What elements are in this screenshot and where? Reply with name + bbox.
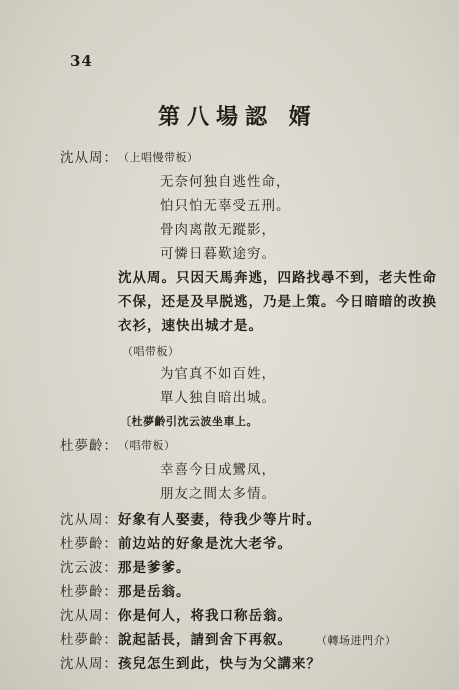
stage-direction: 〔杜夢齡引沈云波坐車上。 — [120, 415, 258, 428]
dialogue-line: 好象有人娶妻，待我少等片时。 — [118, 512, 321, 528]
stage-direction: （唱带板） — [118, 439, 176, 452]
verse-line: 为官真不如百姓， — [160, 366, 276, 382]
prose-line: 不保，还是及早脱逃，乃是上策。今日暗暗的改换 — [118, 294, 437, 310]
speaker-label: 沈从周： — [60, 608, 118, 624]
page-number: 34 — [70, 52, 93, 70]
scene-title: 第八場認 婿 — [158, 104, 318, 130]
speaker-label: 沈从周： — [60, 512, 118, 528]
verse-line: 无奈何独自逃性命， — [160, 174, 291, 190]
dialogue-line: 那是爹爹。 — [118, 560, 191, 576]
speaker-label: 杜夢齡： — [60, 438, 118, 454]
speaker-label: 沈从周： — [60, 150, 118, 166]
verse-line: 朋友之間太多情。 — [160, 486, 276, 502]
dialogue-line: 前边站的好象是沈大老爷。 — [118, 536, 292, 552]
dialogue-line: 孩兒怎生到此，快与为父講来？ — [118, 656, 321, 672]
verse-line: 可憐日暮歎途穷。 — [160, 246, 276, 262]
speaker-label: 杜夢齡： — [60, 584, 118, 600]
stage-direction: （上唱慢带板） — [118, 151, 199, 164]
dialogue-line: 說起話長，請到舍下再叙。 — [118, 632, 292, 648]
verse-line: 怕只怕无辜受五刑。 — [160, 198, 291, 214]
stage-direction: （轉场进門介） — [316, 634, 397, 647]
verse-line: 單人独自暗出城。 — [160, 390, 276, 406]
prose-line: 沈从周。只因天馬奔逃，四路找尋不到，老夫性命 — [118, 270, 437, 286]
verse-line: 幸喜今日成鸞凤， — [160, 462, 276, 478]
stage-direction: （唱带板） — [122, 345, 180, 358]
speaker-label: 杜夢齡： — [60, 632, 118, 648]
verse-line: 骨肉离散无蹤影， — [160, 222, 276, 238]
speaker-label: 沈从周： — [60, 656, 118, 672]
prose-line: 衣衫，速快出城才是。 — [118, 318, 263, 334]
speaker-label: 杜夢齡： — [60, 536, 118, 552]
speaker-label: 沈云波： — [60, 560, 118, 576]
dialogue-line: 你是何人，将我口称岳翁。 — [118, 608, 292, 624]
dialogue-line: 那是岳翁。 — [118, 584, 191, 600]
